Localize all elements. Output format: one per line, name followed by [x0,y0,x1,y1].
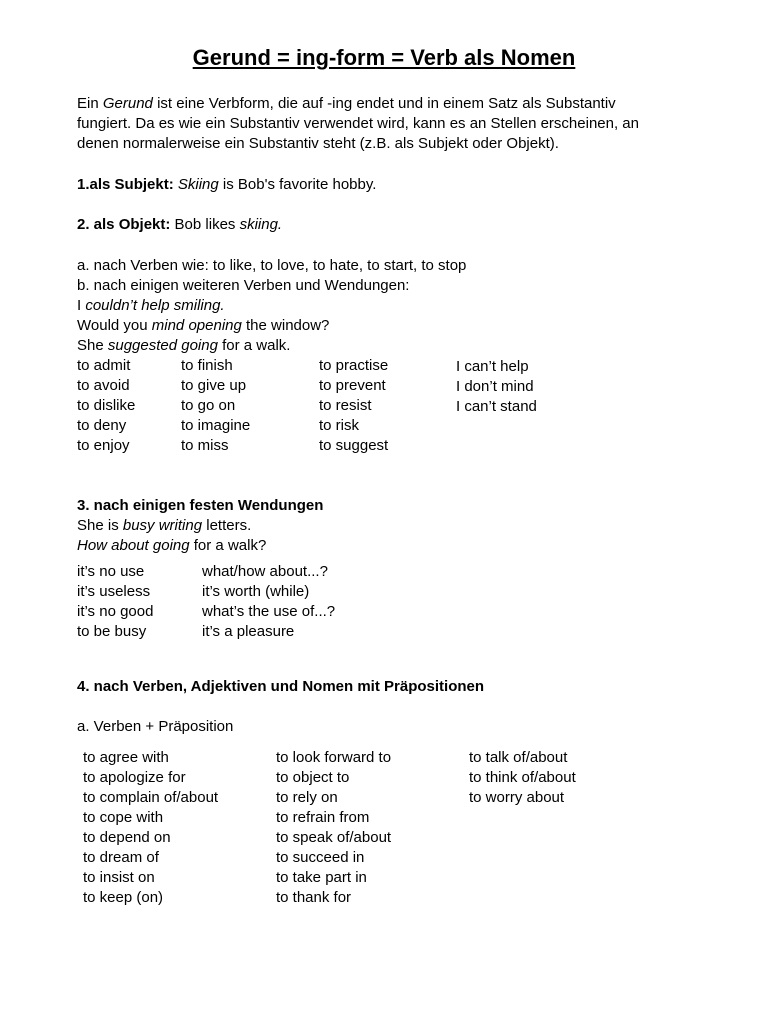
list-item: to keep (on) [83,889,164,906]
example-text: She is [77,517,123,534]
intro-text: Ein [77,95,103,112]
section-heading: 4. nach Verben, Adjektiven und Nomen mit Präpositionen [77,678,485,695]
list-item: to look forward to [276,749,392,766]
example-italic: couldn’t help smiling. [85,297,225,314]
list-item: it’s no good [77,603,154,620]
list-item: to resist [319,397,372,414]
example-italic: suggested going [107,337,218,354]
example-text: Bob likes [170,216,240,233]
list-item: to enjoy [77,437,130,454]
list-item: it’s useless [77,583,151,600]
section-heading: 1.als Subjekt: [77,176,174,193]
intro-text: denen normalerweise ein Substantiv steht (z.B. als Subjekt oder Objekt). [77,135,559,152]
list-item: to prevent [319,377,386,394]
example-text: I [77,297,86,314]
list-item: what/how about...? [202,563,328,580]
subsection-heading: a. Verben + Präposition [77,718,234,735]
example-italic: busy writing [122,517,203,534]
section-object [77,215,282,235]
list-item: it’s a pleasure [202,623,295,640]
example-text: the window? [241,317,330,334]
intro-text: ist eine Verbform, die auf -ing endet und in einem Satz als Substantiv [152,95,616,112]
example-text: is Bob's favorite hobby. [218,176,377,193]
example-italic: Skiing [177,176,219,193]
section-subject [77,175,376,195]
list-item: to risk [319,417,360,434]
list-item: it’s worth (while) [202,583,310,600]
verb-column-3 [319,356,388,456]
example-text: Would you [77,317,152,334]
list-item: to suggest [319,437,389,454]
verb-column-4 [456,357,537,417]
list-item: to talk of/about [469,749,568,766]
example-text: letters. [202,517,252,534]
phrase-column-1 [77,562,153,642]
phrase-column-2 [202,562,335,642]
list-item: to agree with [83,749,169,766]
section-prepositions-sub [77,717,233,737]
list-item: to insist on [83,869,155,886]
list-item: to succeed in [276,849,365,866]
example-italic: How about going [77,537,190,554]
list-item: to object to [276,769,350,786]
example-text: She [77,337,108,354]
list-item: to miss [181,437,229,454]
list-item: to practise [319,357,389,374]
verb-column-2 [181,356,250,456]
list-item: to admit [77,357,131,374]
list-item: it’s no use [77,563,145,580]
list-line: b. nach einigen weiteren Verben und Wendungen: [77,277,410,294]
section-heading: 2. als Objekt: [77,216,171,233]
list-item: to apologize for [83,769,186,786]
example-italic: mind opening [151,317,242,334]
list-item: to depend on [83,829,171,846]
list-item: to go on [181,397,236,414]
list-item: to rely on [276,789,338,806]
list-item: I can’t stand [456,398,537,415]
list-item: to give up [181,377,247,394]
list-item: what’s the use of...? [202,603,336,620]
list-item: to take part in [276,869,367,886]
list-item: to complain of/about [83,789,219,806]
intro-paragraph [77,94,639,154]
list-item: to avoid [77,377,130,394]
list-item: to dream of [83,849,159,866]
list-item: to imagine [181,417,251,434]
example-text: for a walk? [189,537,267,554]
example-text: for a walk. [217,337,291,354]
list-item: to cope with [83,809,164,826]
list-item: to deny [77,417,127,434]
section-fixed-phrases [77,496,323,556]
page-title: Gerund = ing-form = Verb als Nomen [192,45,576,70]
section-heading: 3. nach einigen festen Wendungen [77,497,324,514]
section-prepositions [77,677,484,697]
list-line: a. nach Verben wie: to like, to love, to hate, to start, to stop [77,257,467,274]
list-item: to think of/about [469,769,576,786]
verb-column-1 [77,356,135,456]
list-item: to speak of/about [276,829,392,846]
example-italic: skiing. [239,216,283,233]
intro-gerund-term: Gerund [102,95,153,112]
list-item: to worry about [469,789,565,806]
intro-text: fungiert. Da es wie ein Substantiv verwendet wird, kann es an Stellen erscheinen, an [77,115,639,132]
section-verbs [77,256,466,356]
prep-column-3 [469,748,576,808]
list-item: to thank for [276,889,352,906]
list-item: to finish [181,357,233,374]
list-item: to dislike [77,397,136,414]
list-item: I don’t mind [456,378,534,395]
prep-column-1 [83,748,218,908]
list-item: to be busy [77,623,147,640]
list-item: to refrain from [276,809,370,826]
list-item: I can’t help [456,358,529,375]
prep-column-2 [276,748,391,908]
